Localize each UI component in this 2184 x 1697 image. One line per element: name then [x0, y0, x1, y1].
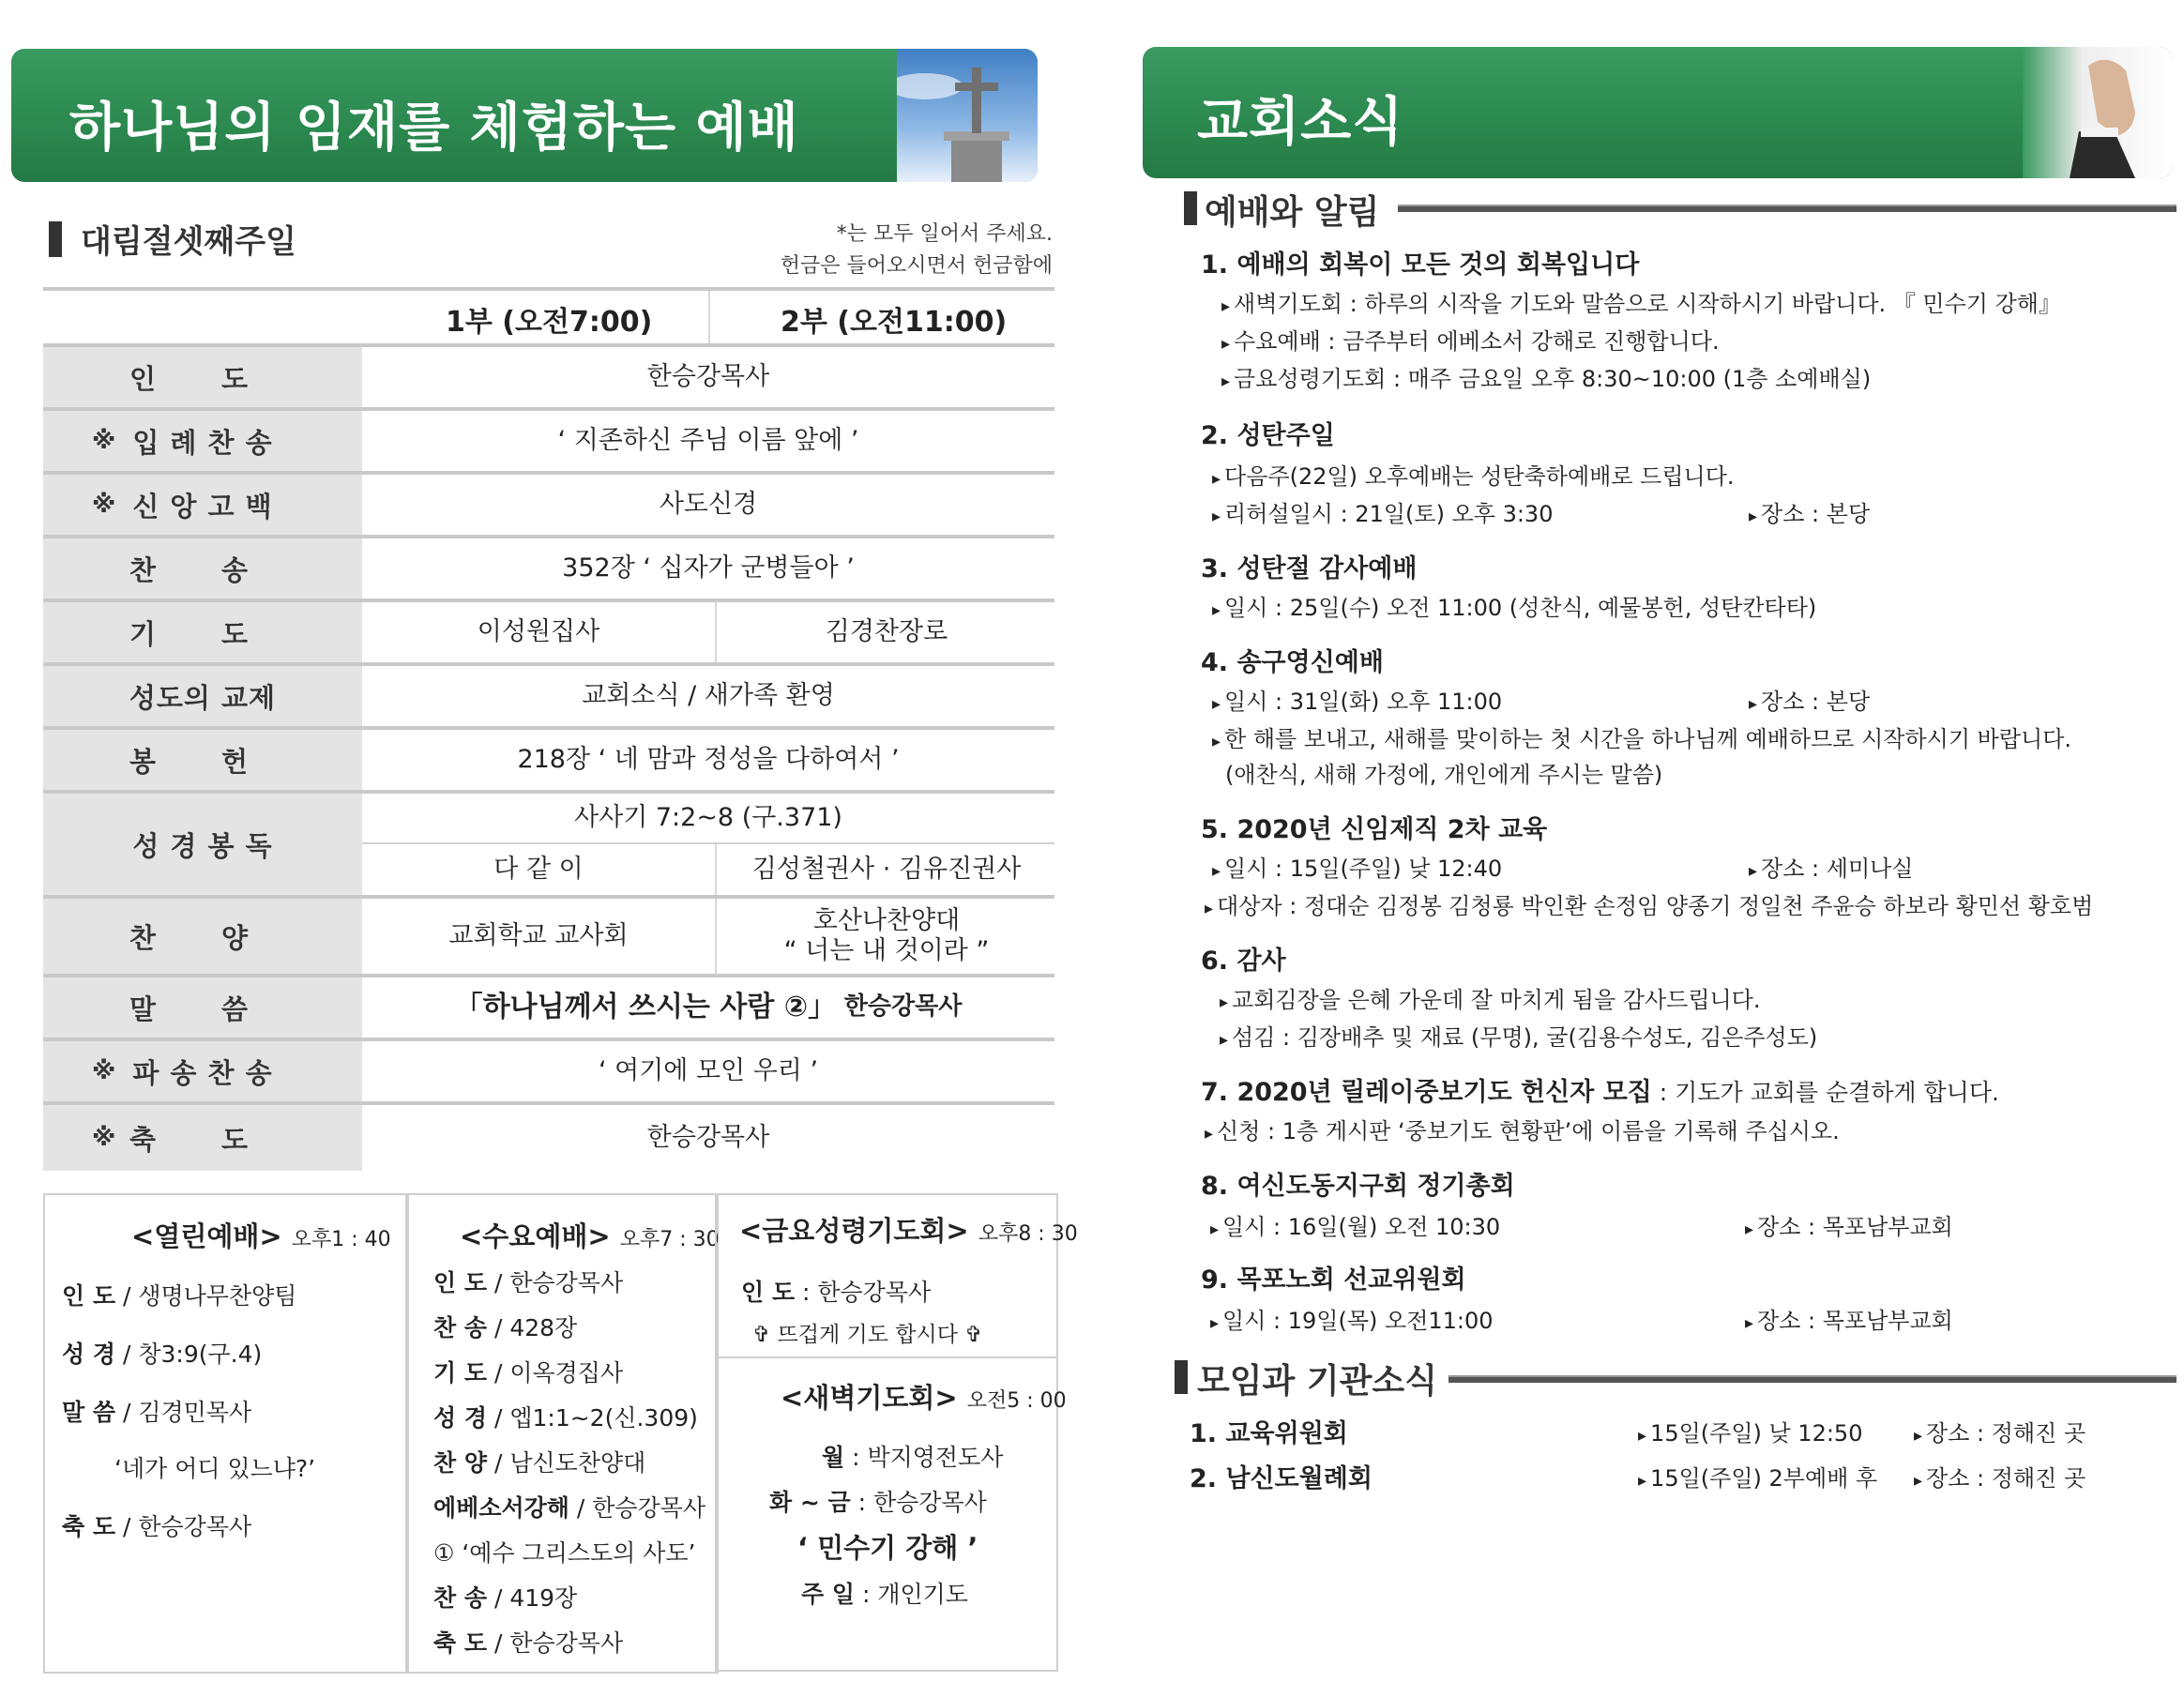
- order-value: ‘ 지존하신 주님 이름 앞에 ’: [557, 425, 859, 455]
- order-row: [43, 977, 1054, 1041]
- section-rule: [1398, 205, 2176, 212]
- right-banner: [1143, 47, 2173, 178]
- notice-item-title: 9. 목포노회 선교위원회: [1201, 1265, 1466, 1295]
- order-label: 성도의 교제: [43, 666, 362, 726]
- cross-icon: [897, 49, 1038, 182]
- choir-name: 호산나찬양대: [812, 905, 961, 935]
- section-marker: [1175, 1360, 1188, 1394]
- wed-worship-line: 기 도 / 이옥경집사: [433, 1359, 624, 1386]
- notice-place: ▸ 장소 : 본당: [1749, 495, 1870, 528]
- notice-bullet: ▸ 일시 : 19일(목) 오전11:00: [1210, 1302, 1494, 1335]
- stand-note: *는 모두 일어서 주세요.: [836, 222, 1053, 246]
- order-row: [43, 1041, 1054, 1105]
- praying-hands-icon: [2023, 47, 2173, 178]
- section-worship-notice: 예배와 알림: [1205, 193, 1380, 232]
- wed-worship-line: 에베소서강해 / 한승강목사: [433, 1494, 705, 1522]
- notice-item-title: 5. 2020년 신임제직 2차 교육: [1201, 815, 1548, 844]
- fri-prayer-title: <금요성령기도회> 오후8 : 30: [739, 1215, 1078, 1247]
- meeting-title: 2. 남신도월례회: [1190, 1464, 1373, 1493]
- notice-place: ▸ 장소 : 본당: [1749, 683, 1870, 716]
- open-worship-line: 말 씀 / 김경민목사: [62, 1399, 252, 1426]
- order-value-1: 다 같 이: [493, 854, 584, 884]
- notice-bullet: ▸ 새벽기도회 : 하루의 시작을 기도와 말씀으로 시작하시기 바랍니다. 『 민수기 강해』: [1221, 285, 2061, 318]
- order-value: 352장 ‘ 십자가 군병들아 ’: [562, 553, 855, 583]
- fri-prayer-line: 인 도 : 한승강목사: [741, 1279, 932, 1306]
- order-row: [43, 411, 1054, 475]
- right-banner-title: 교회소식: [1197, 92, 1404, 153]
- order-value: 한승강목사: [646, 1122, 770, 1152]
- notice-bullet: ▸ 리허설일시 : 21일(토) 오후 3:30: [1212, 495, 1553, 528]
- left-banner-title: 하나님의 임재를 체험하는 예배: [69, 98, 799, 159]
- order-value-2: 김성철권사 · 김유진권사: [715, 844, 1056, 895]
- notice-place: ▸ 장소 : 목포남부교회: [1745, 1302, 1953, 1335]
- meeting-title: 1. 교육위원회: [1190, 1419, 1348, 1448]
- anthem-title: “ 너는 내 것이라 ”: [783, 936, 990, 965]
- order-row: [43, 1105, 1054, 1171]
- order-row: [43, 602, 1054, 666]
- section-marker: [1184, 191, 1197, 225]
- order-label: 봉 헌: [43, 730, 362, 790]
- notice-place: ▸ 장소 : 세미나실: [1749, 850, 1914, 883]
- meeting-place: ▸ 장소 : 정해진 곳: [1914, 1460, 2085, 1492]
- order-value-1: 이성원집사: [477, 616, 600, 646]
- notice-bullet: ▸ 다음주(22일) 오후예배는 성탄축하예배로 드립니다.: [1212, 458, 1735, 491]
- cross-statue-image: [897, 49, 1038, 182]
- section-meetings: 모임과 기관소식: [1197, 1362, 1437, 1401]
- wed-worship-line: 축 도 / 한승강목사: [433, 1629, 624, 1657]
- dawn-prayer-title: <새벽기도회> 오전5 : 00: [781, 1382, 1067, 1414]
- wed-worship-line: 찬 송 / 428장: [433, 1314, 578, 1341]
- col-divider: [708, 291, 710, 343]
- wed-worship-line: 찬 송 / 419장: [433, 1584, 578, 1612]
- dawn-prayer-line: 월 : 박지영전도사: [822, 1444, 1004, 1471]
- order-label: 말 씀: [43, 977, 362, 1038]
- order-row: [43, 899, 1054, 977]
- order-label: 성 경 봉 독: [43, 794, 362, 895]
- order-value: 사도신경: [659, 489, 758, 519]
- notice-item-title: 6. 감사: [1201, 947, 1286, 976]
- order-label: 기 도: [43, 602, 362, 662]
- notice-bullet: ▸ 수요예배 : 금주부터 에베소서 강해로 진행합니다.: [1221, 323, 1720, 356]
- notice-bullet: ▸ 금요성령기도회 : 매주 금요일 오후 8:30~10:00 (1층 소예배실): [1221, 360, 1871, 393]
- dawn-prayer-line: 주 일 : 개인기도: [801, 1581, 968, 1608]
- sermon-preacher: 한승강목사: [843, 992, 963, 1022]
- order-label: ※ 신 앙 고 백: [43, 475, 362, 535]
- order-value: 218장 ‘ 네 맘과 정성을 다하여서 ’: [517, 744, 900, 774]
- col2-header: 2부 (오전11:00): [781, 306, 1008, 339]
- offering-note: 헌금은 들어오시면서 헌금함에: [780, 254, 1053, 278]
- fri-prayer-line: ✞ 뜨겁게 기도 합시다 ✞: [752, 1323, 983, 1347]
- notice-item-title: 8. 여신도동지구회 정기총회: [1201, 1172, 1515, 1201]
- wed-worship-line: 찬 양 / 남신도찬양대: [433, 1449, 646, 1477]
- open-worship-line: ‘네가 어디 있느냐?’: [114, 1455, 316, 1482]
- order-label: 찬 양: [43, 899, 362, 974]
- order-value: 사사기 7:2~8 (구.371): [362, 794, 1054, 844]
- order-label: ※ 파 송 찬 송: [43, 1041, 362, 1101]
- wed-worship-title: <수요예배> 오후7 : 30: [460, 1220, 720, 1252]
- open-worship-title: <열린예배> 오후1 : 40: [131, 1220, 391, 1252]
- notice-item-title: 4. 송구영신예배: [1201, 648, 1384, 677]
- order-value-2: 김경찬장로: [715, 602, 1056, 662]
- wed-worship-line: 성 경 / 엡1:1~2(신.309): [433, 1404, 698, 1432]
- order-row: [43, 730, 1054, 794]
- notice-item-title: 3. 성탄절 감사예배: [1201, 554, 1418, 583]
- order-row: [43, 794, 1054, 899]
- order-value: 한승강목사: [646, 361, 770, 391]
- order-value: ‘ 여기에 모인 우리 ’: [598, 1055, 819, 1085]
- notice-bullet: ▸ 일시 : 16일(월) 오전 10:30: [1210, 1208, 1500, 1241]
- notice-bullet: ▸ 일시 : 31일(화) 오후 11:00: [1212, 683, 1502, 716]
- notice-bullet: ▸ 일시 : 25일(수) 오전 11:00 (성찬식, 예물봉헌, 성탄칸타타): [1212, 589, 1816, 622]
- open-worship-line: 축 도 / 한승강목사: [62, 1513, 252, 1540]
- left-banner: [11, 49, 1038, 182]
- notice-bullet: ▸ 교회김장을 은혜 가운데 잘 마치게 됨을 감사드립니다.: [1220, 981, 1761, 1014]
- col1-header: 1부 (오전7:00): [446, 306, 653, 339]
- meeting-when: ▸ 15일(주일) 낮 12:50: [1638, 1415, 1862, 1447]
- order-label: 찬 송: [43, 538, 362, 598]
- order-label: 인 도: [43, 347, 362, 407]
- order-row: [43, 538, 1054, 602]
- notice-bullet: ▸ 한 해를 보내고, 새해를 맞이하는 첫 시간을 하나님께 예배하므로 시작하시기 바랍니다.: [1212, 720, 2071, 753]
- order-value-1: 교회학교 교사회: [448, 920, 629, 950]
- notice-bullet: ▸ 섬김 : 김장배추 및 재료 (무명), 굴(김용수성도, 김은주성도): [1220, 1019, 1817, 1052]
- notice-item-title: 2. 성탄주일: [1201, 421, 1335, 450]
- praying-hands-image: [2023, 47, 2173, 178]
- wed-worship-line: 인 도 / 한승강목사: [433, 1269, 624, 1296]
- notice-item-title: 1. 예배의 회복이 모든 것의 회복입니다: [1201, 250, 1640, 280]
- order-row: [43, 347, 1054, 411]
- dawn-prayer-line: 화 ~ 금 : 한승강목사: [769, 1489, 987, 1516]
- order-value: 교회소식 / 새가족 환영: [582, 680, 835, 710]
- section-title: 대림절셋째주일: [81, 223, 296, 261]
- wed-worship-line: ① ‘예수 그리스도의 사도’: [433, 1539, 696, 1567]
- notice-bullet-extra: (애찬식, 새해 가정에, 개인에게 주시는 말씀): [1225, 762, 1663, 788]
- table-top-rule: [43, 287, 1054, 291]
- open-worship-box: [43, 1193, 409, 1674]
- meeting-when: ▸ 15일(주일) 2부예배 후: [1638, 1460, 1877, 1492]
- open-worship-line: 성 경 / 창3:9(구.4): [62, 1341, 263, 1368]
- order-value-2: [715, 899, 1056, 974]
- notice-bullet: ▸ 대상자 : 정대순 김정봉 김청룡 박인환 손정임 양종기 정일천 주윤승 하보라 황민선 황호범: [1205, 887, 2093, 920]
- notice-item-title: 7. 2020년 릴레이중보기도 헌신자 모집 : 기도가 교회를 순결하게 합니다.: [1201, 1078, 1999, 1107]
- order-value: [362, 977, 1054, 1038]
- order-label: ※ 축 도: [43, 1105, 362, 1171]
- sermon-title: 「하나님께서 쓰시는 사람 ②」: [454, 991, 837, 1023]
- order-row: [43, 666, 1054, 730]
- section-rule: [1448, 1375, 2176, 1383]
- meeting-place: ▸ 장소 : 정해진 곳: [1914, 1415, 2085, 1447]
- open-worship-line: 인 도 / 생명나무찬양팀: [62, 1282, 297, 1310]
- section-marker: [49, 221, 62, 257]
- notice-place: ▸ 장소 : 목포남부교회: [1745, 1208, 1953, 1241]
- notice-bullet: ▸ 신청 : 1층 게시판 ‘중보기도 현황판’에 이름을 기록해 주십시오.: [1205, 1113, 1840, 1145]
- order-row: [43, 475, 1054, 538]
- notice-bullet: ▸ 일시 : 15일(주일) 낮 12:40: [1212, 850, 1502, 883]
- order-label: ※ 입 례 찬 송: [43, 411, 362, 471]
- dawn-prayer-line: ‘ 민수기 강해 ’: [797, 1532, 978, 1564]
